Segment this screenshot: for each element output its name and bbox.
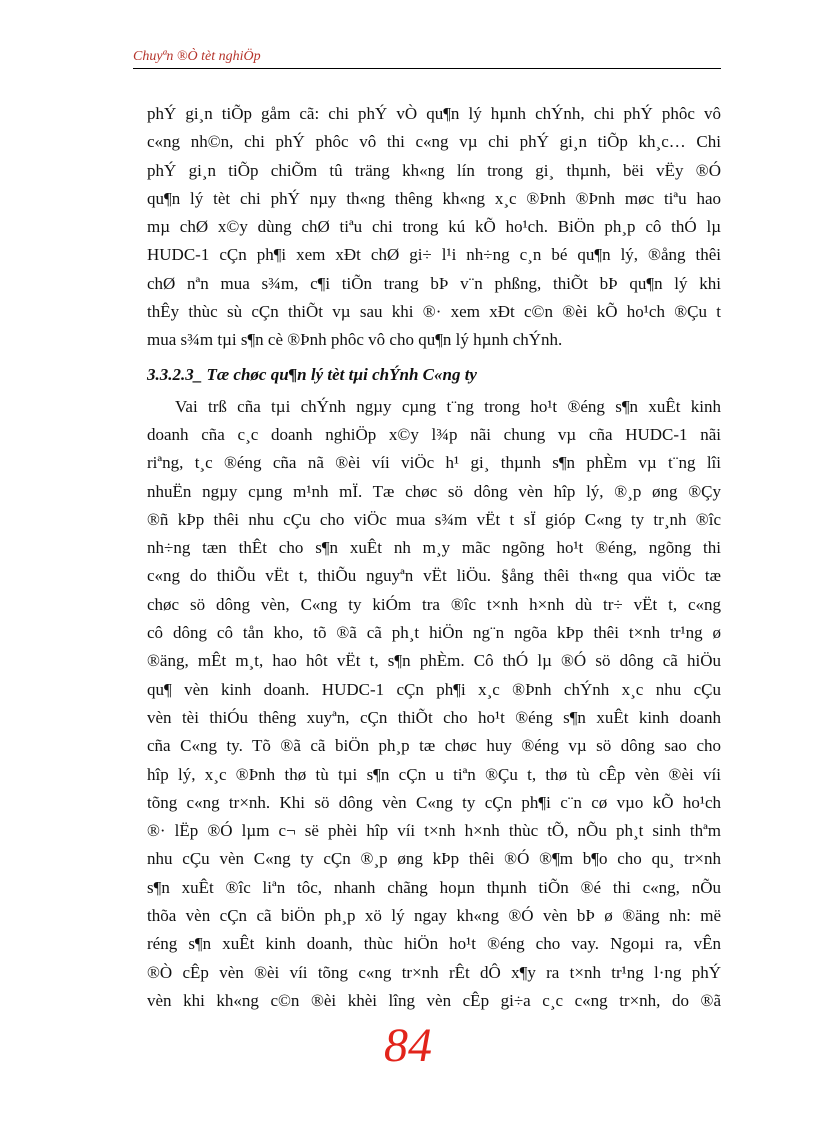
text-line: nh÷ng tæn thÊt cho s¶n xuÊt nh m¸y mãc ngõng ho¹t ®éng, ngõng thi — [147, 538, 721, 558]
text-line: Vai trß cña tµi chÝnh ngµy cµng t¨ng trong ho¹t ®éng s¶n xuÊt kinh — [175, 396, 721, 416]
text-line: thÊy thùc sù cÇn thiÕt vµ sau khi ®· xem xÐt c©n ®èi kÕ ho¹ch ®Çu t — [147, 302, 721, 322]
text-line: vèn tèi thiÓu thêng xuyªn, cÇn thiÕt cho ho¹t ®éng s¶n xuÊt kinh doanh — [147, 707, 721, 727]
text-line: ®Ò cÊp vèn ®èi víi tõng c«ng tr×nh rÊt dÔ x¶y ra t×nh tr¹ng l·ng phÝ — [147, 962, 721, 982]
text-line: réng s¶n xuÊt kinh doanh, thùc hiÖn ho¹t ®éng cho vay. Ngoµi ra, vÊn — [147, 934, 721, 954]
text-line: mua s¾m tµi s¶n cè ®Þnh phôc vô cho qu¶n lý hµnh chÝnh. — [147, 330, 563, 350]
paragraph-1 — [147, 100, 721, 355]
text-line: doanh cña c¸c doanh nghiÖp x©y l¾p nãi chung vµ cña HUDC-1 nãi — [147, 424, 721, 444]
text-line: cña C«ng ty. Tõ ®ã cã biÖn ph¸p tæ chøc huy ®éng vµ sö dông sao cho — [147, 736, 721, 756]
page-number: 84 — [384, 1019, 432, 1072]
text-line: qu¶ vèn kinh doanh. HUDC-1 cÇn ph¶i x¸c ®Þnh chÝnh x¸c nhu cÇu — [147, 679, 721, 699]
page-body — [147, 100, 721, 1015]
text-line: hîp lý, x¸c ®Þnh thø tù tµi s¶n cÇn u tiªn ®Çu t, thø tù cÊp vèn ®èi víi — [147, 764, 721, 784]
text-line: cô dông cô tån kho, tõ ®ã cã ph¸t hiÖn ng¨n ngõa kÞp thêi t×nh tr¹ng ø — [147, 623, 721, 643]
text-line: chøc sö dông vèn, C«ng ty kiÓm tra ®îc t×nh h×nh dù tr÷ vËt t, c«ng — [147, 594, 721, 614]
text-line: c«ng nh©n, chi phÝ phôc vô thi c«ng vµ chi phÝ gi¸n tiÕp kh¸c… Chi — [147, 132, 721, 152]
text-line: qu¶n lý tèt chi phÝ nµy th«ng thêng kh«ng x¸c ®Þnh ®Þnh møc tiªu hao — [147, 188, 721, 208]
text-line: mµ chØ x©y dùng chØ tiªu chi trong kú kÕ ho¹ch. BiÖn ph¸p cô thÓ lµ — [147, 217, 721, 237]
text-line: HUDC-1 cÇn ph¶i xem xÐt chØ gi÷ l¹i nh÷ng c¸n bé qu¶n lý, ®ång thêi — [147, 245, 721, 265]
header-divider — [133, 68, 721, 69]
text-line: ®· lËp ®Ó lµm c¬ së phèi hîp víi t×nh h×nh thùc tÕ, nÕu ph¸t sinh thªm — [147, 821, 721, 841]
text-line: riªng, t¸c ®éng cña nã ®èi víi viÖc h¹ gi¸ thµnh s¶n phÈm vµ t¨ng lîi — [147, 453, 721, 473]
text-line: ®äng, mÊt m¸t, hao hôt vËt t, s¶n phÈm. Cô thÓ lµ ®Ó sö dông cã hiÖu — [147, 651, 721, 671]
text-line: s¶n xuÊt ®îc liªn tôc, nhanh chãng hoµn thµnh tiÕn ®é thi c«ng, nÕu — [147, 877, 721, 897]
text-line: thõa vèn cÇn cã biÖn ph¸p xö lý ngay kh«ng ®Ó vèn bÞ ø ®äng nh: më — [147, 906, 721, 926]
text-line: c«ng do thiÕu vËt t, thiÕu nguyªn vËt liÖu. §ång thêi th«ng qua viÖc tæ — [147, 566, 721, 586]
text-line: nhu cÇu vèn C«ng ty cÇn ®¸p øng kÞp thêi ®Ó ®¶m b¶o cho qu¸ tr×nh — [147, 849, 721, 869]
text-line: chØ nªn mua s¾m, c¶i tiÕn trang bÞ v¨n phßng, thiÕt bÞ qu¶n lý khi — [147, 273, 721, 293]
running-header-title: Chuyªn ®Ò tèt nghiÖp — [133, 49, 261, 64]
paragraph-2 — [147, 393, 721, 1016]
text-line: phÝ gi¸n tiÕp chiÕm tû träng kh«ng lín trong gi¸ thµnh, bëi vËy ®Ó — [147, 160, 721, 180]
text-line: tõng c«ng tr×nh. Khi sö dông vèn C«ng ty cÇn ph¶i c¨n cø vµo kÕ ho¹ch — [147, 792, 721, 812]
text-line: ®ñ kÞp thêi nhu cÇu cho viÖc mua s¾m vËt t sÏ gióp C«ng ty tr¸nh ®îc — [147, 509, 721, 529]
text-line: vèn khi kh«ng c©n ®èi khèi lîng vèn cÊp gi÷a c¸c c«ng tr×nh, do ®ã — [147, 990, 721, 1010]
text-line: phÝ gi¸n tiÕp gåm cã: chi phÝ vÒ qu¶n lý hµnh chÝnh, chi phÝ phôc vô — [147, 104, 721, 123]
section-heading: 3.3.2.3_ Tæ chøc qu¶n lý tèt tµi chÝnh C«ng ty — [147, 364, 477, 384]
text-line: nhuËn ngµy cµng m¹nh mÏ. Tæ chøc sö dông vèn hîp lý, ®¸p øng ®Çy — [147, 481, 721, 501]
